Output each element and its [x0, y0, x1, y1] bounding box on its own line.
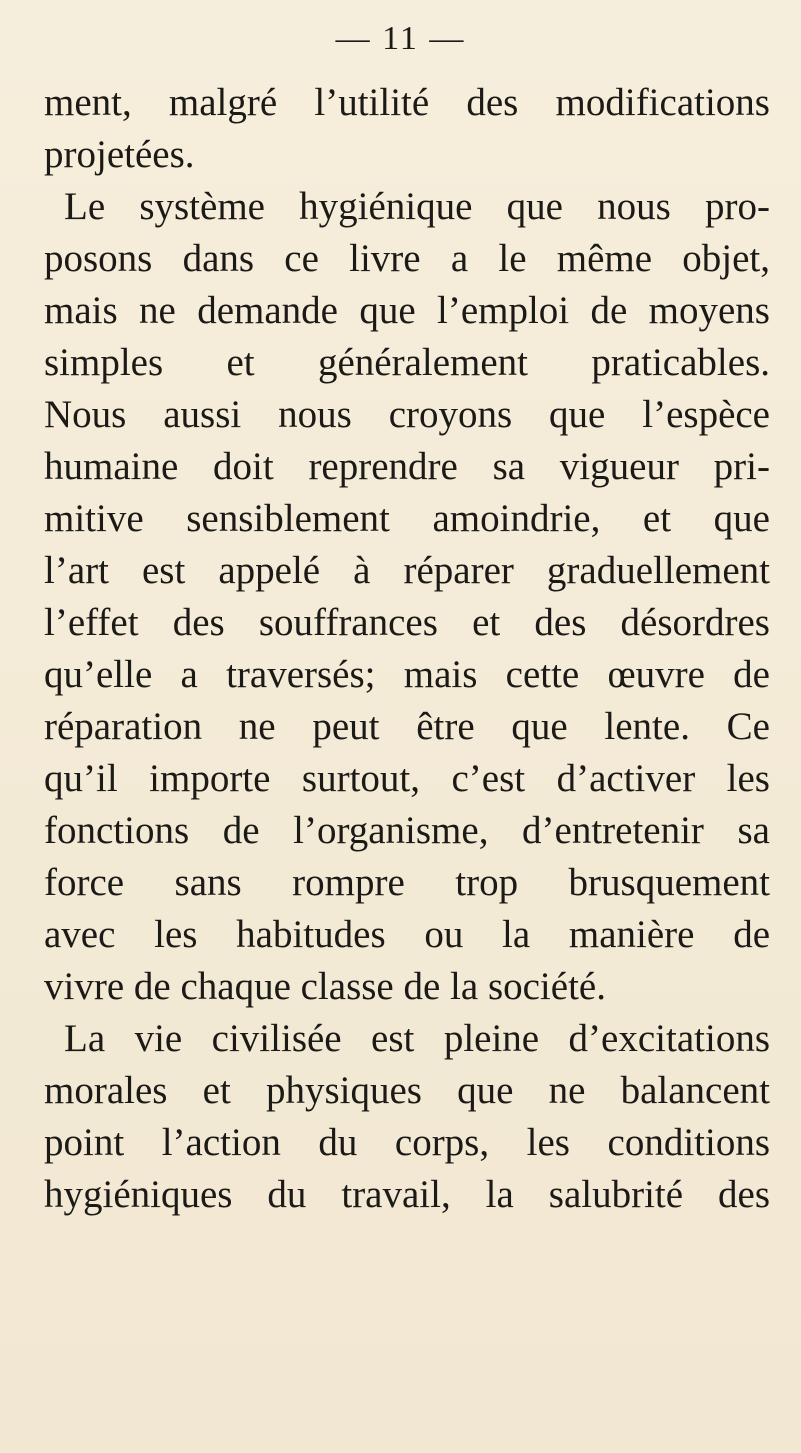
- text-line-6: simples et généralement praticables.: [44, 341, 770, 384]
- text-line-12: qu’elle a traversés; mais cette œuvre de: [44, 653, 770, 696]
- text-line-8: humaine doit reprendre sa vigueur pri-: [44, 445, 770, 488]
- text-line-14: qu’il importe surtout, c’est d’activer les: [44, 757, 770, 800]
- text-line-7: Nous aussi nous croyons que l’espèce: [44, 393, 770, 436]
- text-line-15: fonctions de l’organisme, d’entretenir sa: [44, 809, 770, 852]
- text-line-21: point l’action du corps, les conditions: [44, 1121, 770, 1164]
- text-line-11: l’effet des souffrances et des désordres: [44, 601, 770, 644]
- text-line-19: La vie civilisée est pleine d’excitations: [64, 1017, 770, 1060]
- text-line-1: ment, malgré l’utilité des modifications: [44, 81, 770, 124]
- text-line-3: Le système hygiénique que nous pro-: [64, 185, 770, 228]
- text-line-13: réparation ne peut être que lente. Ce: [44, 705, 770, 748]
- text-line-17: avec les habitudes ou la manière de: [44, 913, 770, 956]
- text-line-9: mitive sensiblement amoindrie, et que: [44, 497, 770, 540]
- text-line-20: morales et physiques que ne balancent: [44, 1069, 770, 1112]
- page-number: — 11 —: [335, 20, 466, 57]
- text-line-5: mais ne demande que l’emploi de moyens: [44, 289, 770, 332]
- text-line-10: l’art est appelé à réparer graduellement: [44, 549, 770, 592]
- text-line-4: posons dans ce livre a le même objet,: [44, 237, 770, 280]
- text-line-22: hygiéniques du travail, la salubrité des: [44, 1173, 770, 1216]
- text-line-18: vivre de chaque classe de la société.: [44, 965, 606, 1008]
- text-line-16: force sans rompre trop brusquement: [44, 861, 770, 904]
- text-line-2: projetées.: [44, 133, 195, 176]
